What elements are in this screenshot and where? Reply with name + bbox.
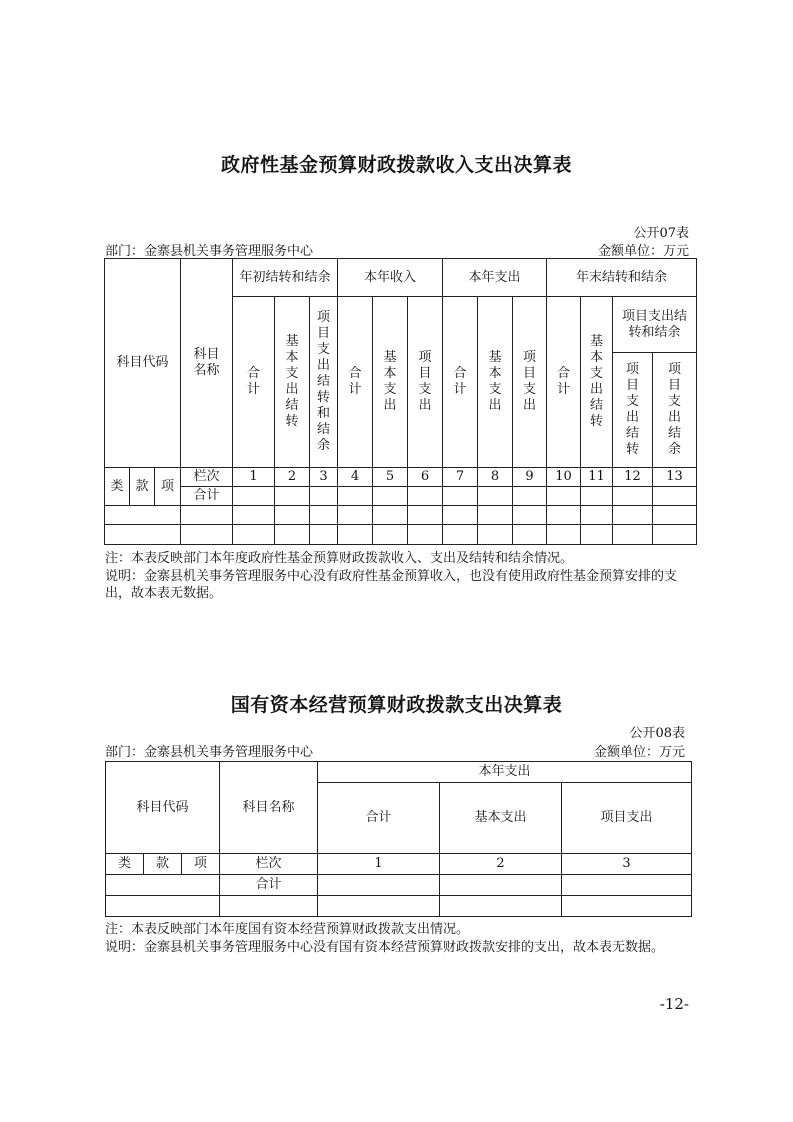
s1-head-begin-basic: 基本支出结转 [275,297,310,468]
s1-head-subject-name: 科目名称 [181,259,233,468]
s2-head-expense: 本年支出 [318,762,692,783]
section1-unit: 金额单位：万元 [597,244,689,259]
s1-colnum: 9 [513,468,547,487]
s1-head-end-project-carry: 项目支出结转 [613,353,653,468]
s1-colnum: 5 [373,468,408,487]
table-row [105,525,697,545]
section2-table-no: 公开08表 [629,726,685,741]
s1-head-end-total: 合计 [547,297,581,468]
s1-colnum: 11 [581,468,613,487]
s2-colnum: 2 [440,854,562,875]
s1-colnum: 4 [338,468,373,487]
s2-head-project: 项目支出 [562,783,692,854]
section1-note: 注：本表反映部门本年度政府性基金预算财政拨款收入、支出及结转和结余情况。 [105,551,574,566]
section2-table [105,761,692,917]
s1-head-end-project: 项目支出结转和结余 [613,297,697,353]
s1-head-lei: 类 [105,468,130,506]
s1-colnum: 12 [613,468,653,487]
s1-head-end-balance: 年末结转和结余 [547,259,697,297]
section1-department: 部门：金寨县机关事务管理服务中心 [105,244,314,259]
s1-head-end-basic: 基本支出结转 [581,297,613,468]
s1-head-expense: 本年支出 [443,259,547,297]
table-row [106,896,692,917]
s1-colnum: 7 [443,468,478,487]
section2-note: 注：本表反映部门本年度国有资本经营预算财政拨款支出情况。 [105,922,470,937]
s1-total-row-label: 合计 [181,487,233,506]
s1-colnum: 2 [275,468,310,487]
s2-total-row-label: 合计 [220,875,318,896]
s1-head-begin-total: 合计 [233,297,275,468]
s2-colnum: 1 [318,854,440,875]
s2-head-total: 合计 [318,783,440,854]
s2-head-xiang: 项 [182,854,220,875]
section1-title: 政府性基金预算财政拨款收入支出决算表 [220,154,572,176]
s2-head-basic: 基本支出 [440,783,562,854]
s1-head-expense-project: 项目支出 [513,297,547,468]
s1-head-income: 本年收入 [338,259,443,297]
page-number: -12- [659,995,689,1013]
s1-head-expense-total: 合计 [443,297,478,468]
s2-colnum: 3 [562,854,692,875]
section2-title: 国有资本经营预算财政拨款支出决算表 [230,694,563,716]
s1-colnum: 1 [233,468,275,487]
s2-head-kuan: 款 [144,854,182,875]
section1-explain: 说明：金寨县机关事务管理服务中心没有政府性基金预算收入，也没有使用政府性基金预算安排的支出，故本表无数据。 [105,569,678,601]
s1-head-end-project-balance: 项目支出结余 [653,353,697,468]
s1-head-kuan: 款 [130,468,155,506]
section1-table [104,258,697,545]
s2-head-lanci: 栏次 [220,854,318,875]
s1-head-xiang: 项 [155,468,181,506]
s1-head-income-project: 项目支出 [408,297,443,468]
section2-department: 部门：金寨县机关事务管理服务中心 [105,745,314,760]
section1-table-no: 公开07表 [633,226,689,241]
s1-colnum: 8 [478,468,513,487]
s2-head-lei: 类 [106,854,144,875]
s2-head-subject-code: 科目代码 [106,762,220,854]
section2-unit: 金额单位：万元 [593,745,685,760]
section2-explain: 说明：金寨县机关事务管理服务中心没有国有资本经营预算财政拨款安排的支出，故本表无数据。 [105,940,665,955]
s1-head-income-basic: 基本支出 [373,297,408,468]
s1-colnum: 3 [310,468,338,487]
s1-colnum: 13 [653,468,697,487]
s1-head-lanci: 栏次 [181,468,233,487]
s1-head-begin-project: 项目支出结转和结余 [310,297,338,468]
s1-head-begin-balance: 年初结转和结余 [233,259,338,297]
s1-head-expense-basic: 基本支出 [478,297,513,468]
s1-colnum: 6 [408,468,443,487]
s2-head-subject-name: 科目名称 [220,762,318,854]
s1-head-income-total: 合计 [338,297,373,468]
s1-colnum: 10 [547,468,581,487]
table-row [105,506,697,525]
s1-head-subject-code: 科目代码 [105,259,181,468]
